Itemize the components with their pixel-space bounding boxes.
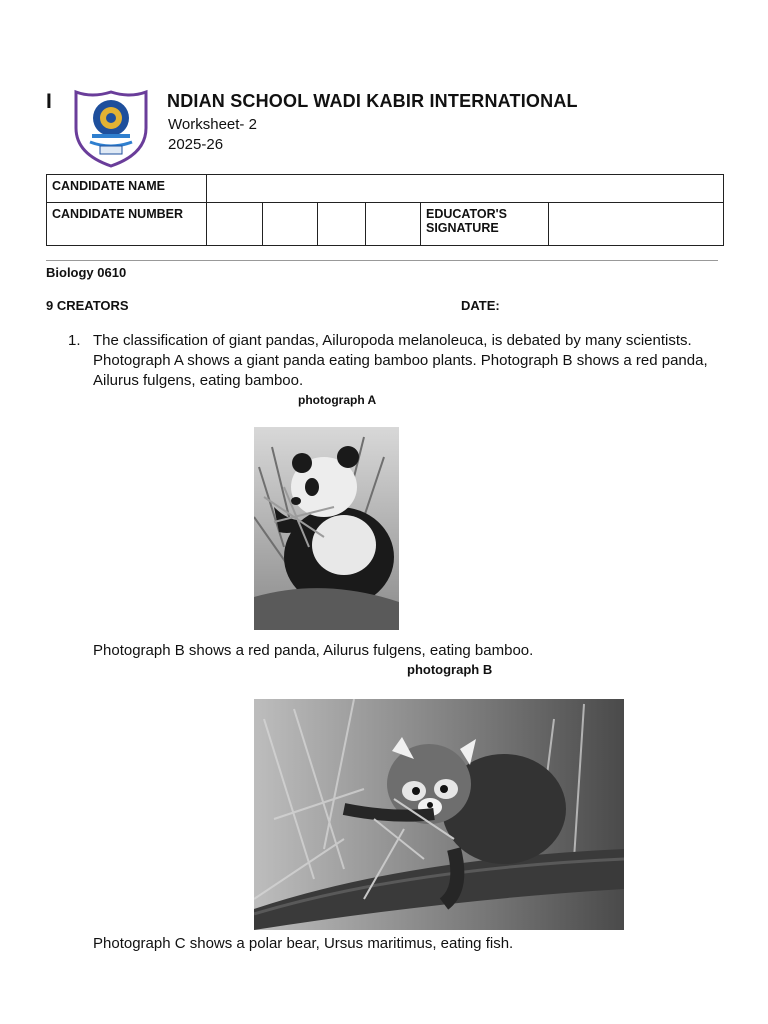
photo-c-intro: Photograph C shows a polar bear, Ursus maritimus, eating fish.	[93, 935, 514, 952]
question-text: The classification of giant pandas, Ailuropoda melanoleuca, is debated by many scientists. Photograph A shows a giant panda eating bamboo plants. Photograph B shows a red panda, Ailurus fulgens, eating bamboo.	[93, 332, 708, 389]
candidate-info-table	[46, 174, 724, 246]
question-number: 1.	[68, 332, 81, 349]
photo-b-intro: Photograph B shows a red panda, Ailurus fulgens, eating bamboo.	[93, 642, 534, 659]
heading-initial: I	[46, 90, 52, 113]
candidate-name-field[interactable]	[207, 175, 724, 203]
candidate-number-label: CANDIDATE NUMBER	[47, 203, 207, 246]
educator-signature-field[interactable]	[549, 203, 724, 246]
question-1	[68, 331, 718, 391]
candidate-name-label: CANDIDATE NAME	[47, 175, 207, 203]
class-name: 9 CREATORS	[46, 298, 129, 313]
school-name: NDIAN SCHOOL WADI KABIR INTERNATIONAL	[167, 91, 578, 111]
candidate-number-box[interactable]	[263, 203, 318, 246]
candidate-number-box[interactable]	[207, 203, 263, 246]
giant-panda-photo	[254, 427, 399, 630]
photo-b-caption: photograph B	[407, 662, 493, 677]
candidate-number-box[interactable]	[318, 203, 366, 246]
school-logo	[72, 88, 150, 168]
educator-signature-label: EDUCATOR'S SIGNATURE	[421, 203, 549, 246]
photo-a-caption: photograph A	[298, 393, 377, 407]
academic-year: 2025-26	[168, 136, 224, 153]
divider-line	[46, 260, 718, 261]
date-label: DATE:	[461, 298, 500, 313]
subject-code: Biology 0610	[46, 265, 127, 280]
worksheet-label: Worksheet- 2	[168, 116, 257, 133]
red-panda-photo	[254, 699, 624, 930]
candidate-number-box[interactable]	[366, 203, 421, 246]
